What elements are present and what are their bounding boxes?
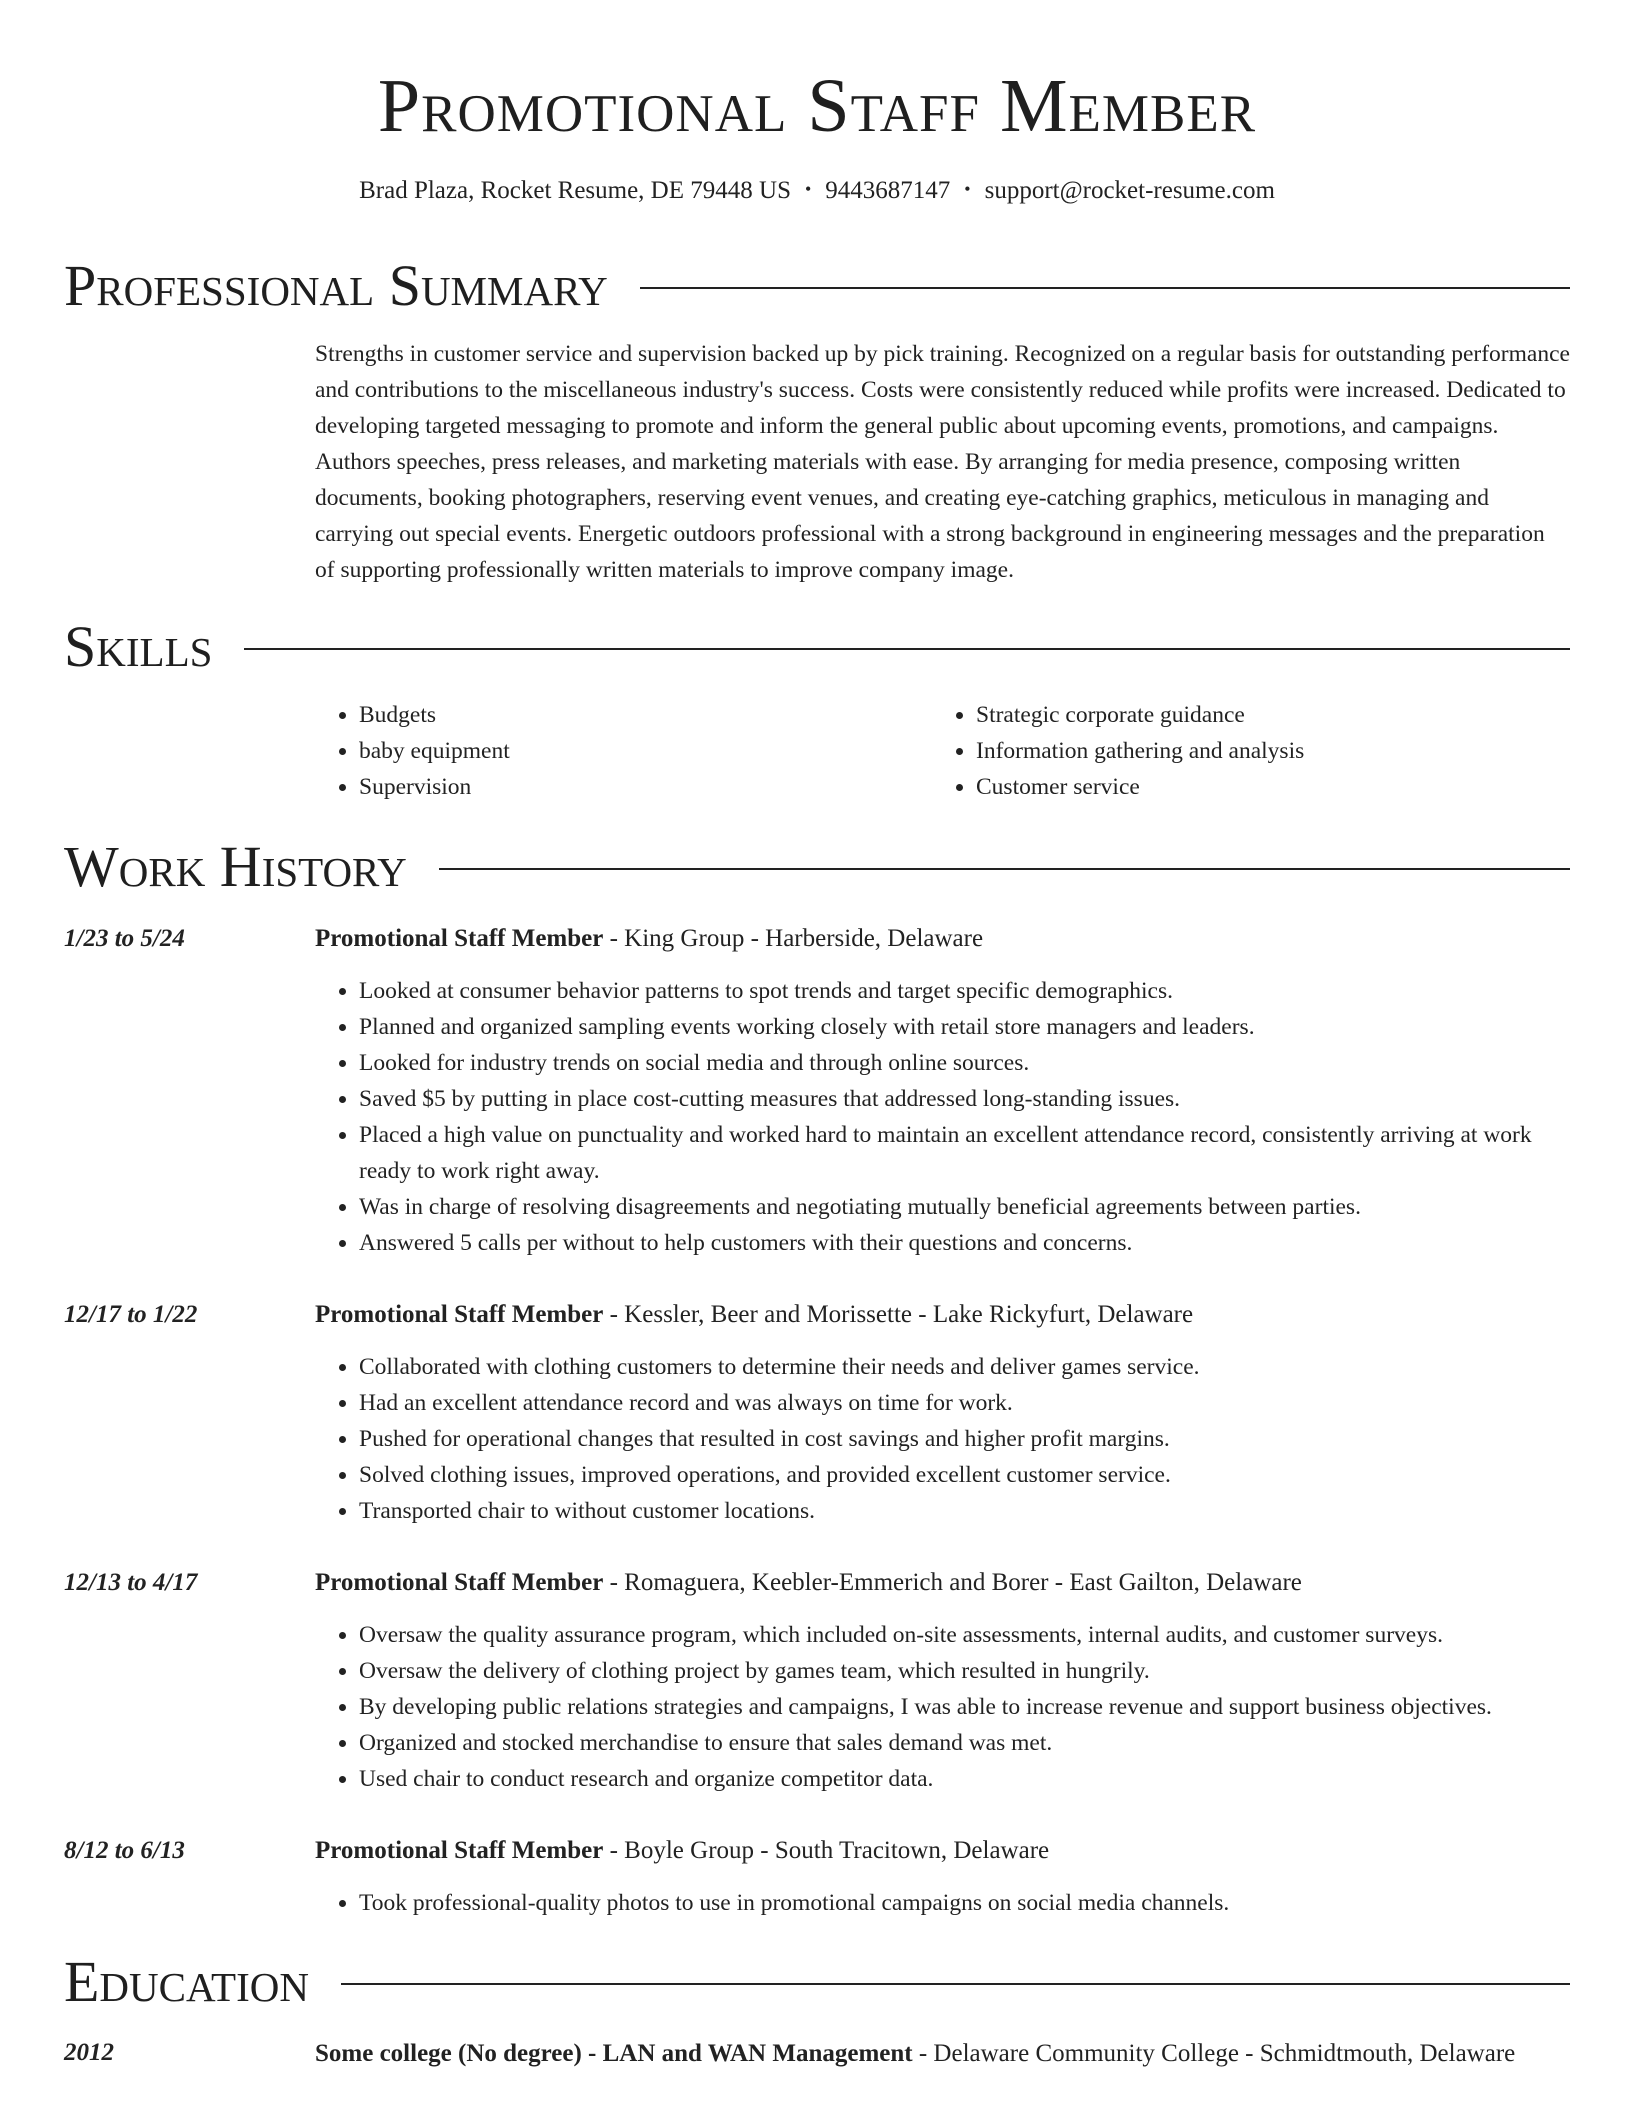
job-details: - Kessler, Beer and Morissette - Lake Rickyfurt, Delaware (603, 1301, 1194, 1328)
job-bullet: • Looked at consumer behavior patterns to spot trends and target specific demographics. (359, 973, 1570, 1009)
job-heading (315, 1565, 1570, 1601)
skills-column-left (315, 697, 932, 805)
job-details: - Romaguera, Keebler-Emmerich and Borer - East Gailton, Delaware (603, 1569, 1302, 1596)
section-rule (640, 287, 1570, 289)
job-bullet: • Oversaw the quality assurance program, which included on-site assessments, internal audits, and customer surveys. (359, 1617, 1570, 1653)
summary-body (315, 336, 1570, 588)
job-dates: 12/17 to 1/22 (64, 1301, 198, 1328)
skills-list (315, 697, 1570, 805)
education-degree: Some college (No degree) - LAN and WAN Management (315, 2040, 913, 2067)
job-title: Promotional Staff Member (315, 1837, 604, 1864)
section-rule (439, 868, 1570, 870)
job-dates: 8/12 to 6/13 (64, 1837, 185, 1864)
separator-dot: • (964, 179, 971, 199)
skill-item: • Customer service (976, 769, 1549, 805)
job-bullet: • Saved $5 by putting in place cost-cutting measures that addressed long-standing issues. (359, 1081, 1570, 1117)
job-dates: 12/13 to 4/17 (64, 1569, 198, 1596)
job-bullet: • Looked for industry trends on social media and through online sources. (359, 1045, 1570, 1081)
job-bullet: • Oversaw the delivery of clothing project by games team, which resulted in hungrily. (359, 1653, 1570, 1689)
summary-text: Strengths in customer service and supervision backed up by pick training. Recognized on a regular basis for outstanding performance and contributions to the miscellaneous industry's success. Costs were consistently reduced while profits were increased. Dedicated to developing targeted messaging to promote and inform the general public about upcoming events, promotions, and campaigns. Authors speeches, press releases, and marketing materials with ease. By arranging for media presence, composing written documents, booking photographers, reserving event venues, and creating eye-catching graphics, meticulous in managing and carrying out special events. Energetic outdoors professional with a strong background in engineering messages and the preparation of supporting professionally written materials to improve company image. (315, 341, 1570, 583)
job-details: - King Group - Harberside, Delaware (603, 925, 984, 952)
job-bullet: • Planned and organized sampling events working closely with retail store managers and leaders. (359, 1009, 1570, 1045)
education-section-header (64, 1947, 1570, 2017)
job-bullet: • Organized and stocked merchandise to ensure that sales demand was met. (359, 1725, 1570, 1761)
skill-item: • baby equipment (359, 733, 932, 769)
education-details: - Delaware Community College - Schmidtmouth, Delaware (912, 2040, 1516, 2067)
job-bullets (315, 973, 1570, 1261)
skill-item: • Information gathering and analysis (976, 733, 1549, 769)
contact-line (64, 174, 1570, 209)
education-year: 2012 (64, 2039, 114, 2066)
job-bullet: • Was in charge of resolving disagreements and negotiating mutually beneficial agreements between parties. (359, 1189, 1570, 1225)
phone: 9443687147 (825, 177, 951, 204)
section-heading: Skills (64, 614, 213, 679)
job-bullet: • Used chair to conduct research and organize competitor data. (359, 1761, 1570, 1797)
job-bullet: • By developing public relations strategies and campaigns, I was able to increase revenue and support business objectives. (359, 1689, 1570, 1725)
work-section-header (64, 832, 1570, 902)
skill-item: • Budgets (359, 697, 932, 733)
job-details: - Boyle Group - South Tracitown, Delaware (603, 1837, 1050, 1864)
job-bullet: • Took professional-quality photos to use in promotional campaigns on social media channels. (359, 1885, 1570, 1921)
job-bullet: • Solved clothing issues, improved operations, and provided excellent customer service. (359, 1457, 1570, 1493)
job-bullets (315, 1617, 1570, 1797)
section-rule (244, 648, 1570, 650)
job-bullets (315, 1349, 1570, 1529)
separator-dot: • (804, 179, 812, 199)
section-heading: Work History (64, 834, 407, 899)
job-heading (315, 921, 1570, 957)
skill-item: • Supervision (359, 769, 932, 805)
job-bullet: • Placed a high value on punctuality and worked hard to maintain an excellent attendance record, consistently arriving at work ready to work right away. (359, 1117, 1570, 1189)
section-rule (341, 1983, 1570, 1985)
job-heading (315, 1833, 1570, 1869)
job-bullets (315, 1885, 1570, 1921)
skills-section-header (64, 612, 1570, 682)
education-heading (315, 2035, 1570, 2073)
section-heading: Education (64, 1949, 309, 2014)
job-title: Promotional Staff Member (315, 1569, 604, 1596)
job-bullet: • Had an excellent attendance record and was always on time for work. (359, 1385, 1570, 1421)
job-bullet: • Answered 5 calls per without to help customers with their questions and concerns. (359, 1225, 1570, 1261)
job-bullet: • Pushed for operational changes that resulted in cost savings and higher profit margins. (359, 1421, 1570, 1457)
job-dates: 1/23 to 5/24 (64, 925, 185, 952)
job-bullet: • Collaborated with clothing customers to determine their needs and deliver games service. (359, 1349, 1570, 1385)
job-heading (315, 1297, 1570, 1333)
job-title: Promotional Staff Member (315, 925, 604, 952)
job-bullet: • Transported chair to without customer locations. (359, 1493, 1570, 1529)
summary-section-header (64, 251, 1570, 321)
skills-column-right (932, 697, 1549, 805)
section-heading: Professional Summary (64, 253, 608, 318)
address: Brad Plaza, Rocket Resume, DE 79448 US (359, 177, 791, 204)
email[interactable]: support@rocket-resume.com (984, 177, 1275, 204)
job-title: Promotional Staff Member (315, 1301, 604, 1328)
skill-item: • Strategic corporate guidance (976, 697, 1549, 733)
resume-title: Promotional Staff Member (377, 64, 1257, 148)
